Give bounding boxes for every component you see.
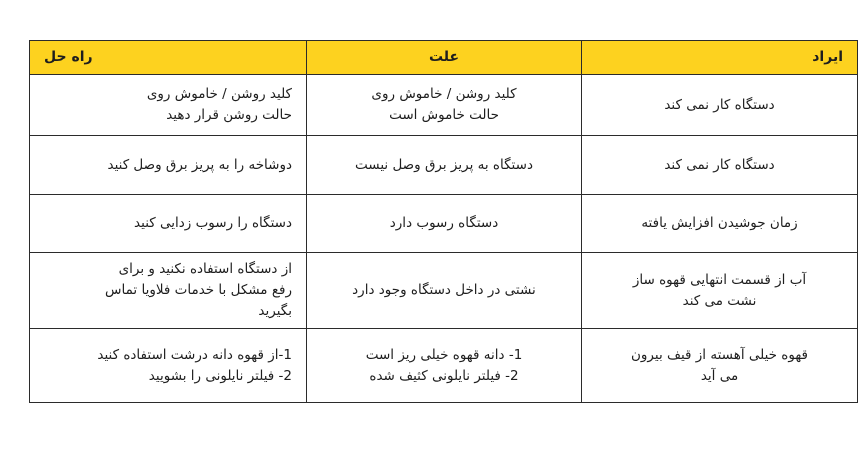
table-row [30, 136, 858, 195]
cause-cell [307, 253, 582, 329]
header-solution: راه حل [30, 41, 307, 75]
solution-text: 1-از قهوه دانه درشت استفاده کنید 2- فیلتر نایلونی را بشویید [97, 346, 292, 384]
issue-cell [582, 75, 858, 136]
solution-cell [30, 253, 307, 329]
issue-cell [582, 329, 858, 403]
cause-text: دستگاه رسوب دارد [389, 215, 499, 232]
troubleshooting-table [29, 40, 858, 403]
header-issue: ایراد [582, 41, 858, 75]
cause-cell [307, 329, 582, 403]
solution-cell [30, 329, 307, 403]
table-row [30, 253, 858, 329]
issue-text: آب از قسمت انتهایی قهوه ساز نشت می کند [632, 271, 807, 309]
cause-cell [307, 195, 582, 253]
solution-text: دوشاخه را به پریز برق وصل کنید [107, 156, 292, 173]
cause-text: نشتی در داخل دستگاه وجود دارد [352, 282, 536, 299]
header-cause: علت [307, 41, 582, 75]
issue-text: قهوه خیلی آهسته از قیف بیرون می آید [630, 346, 809, 384]
issue-cell [582, 253, 858, 329]
table-row [30, 329, 858, 403]
issue-cell [582, 136, 858, 195]
solution-cell [30, 136, 307, 195]
table-row [30, 75, 858, 136]
cause-text: کلید روشن / خاموش روی حالت خاموش است [371, 86, 517, 123]
solution-cell [30, 195, 307, 253]
table-row [30, 195, 858, 253]
issue-text: دستگاه کار نمی کند [664, 156, 775, 173]
solution-text: دستگاه را رسوب زدایی کنید [134, 215, 292, 232]
issue-text: زمان جوشیدن افزایش یافته [641, 215, 798, 232]
cause-cell [307, 75, 582, 136]
solution-text: کلید روشن / خاموش روی حالت روشن قرار دهید [146, 86, 292, 123]
issue-text: دستگاه کار نمی کند [664, 96, 775, 113]
issue-cell [582, 195, 858, 253]
cause-text: 1- دانه قهوه خیلی ریز است 2- فیلتر نایلونی کثیف شده [365, 346, 523, 384]
solution-cell [30, 75, 307, 136]
solution-text: از دستگاه استفاده نکنید و برای رفع مشکل با خدمات فلاویا تماس بگیرید [105, 261, 292, 319]
cause-text: دستگاه به پریز برق وصل نیست [355, 156, 533, 173]
cause-cell [307, 136, 582, 195]
table-header-row [30, 41, 858, 75]
